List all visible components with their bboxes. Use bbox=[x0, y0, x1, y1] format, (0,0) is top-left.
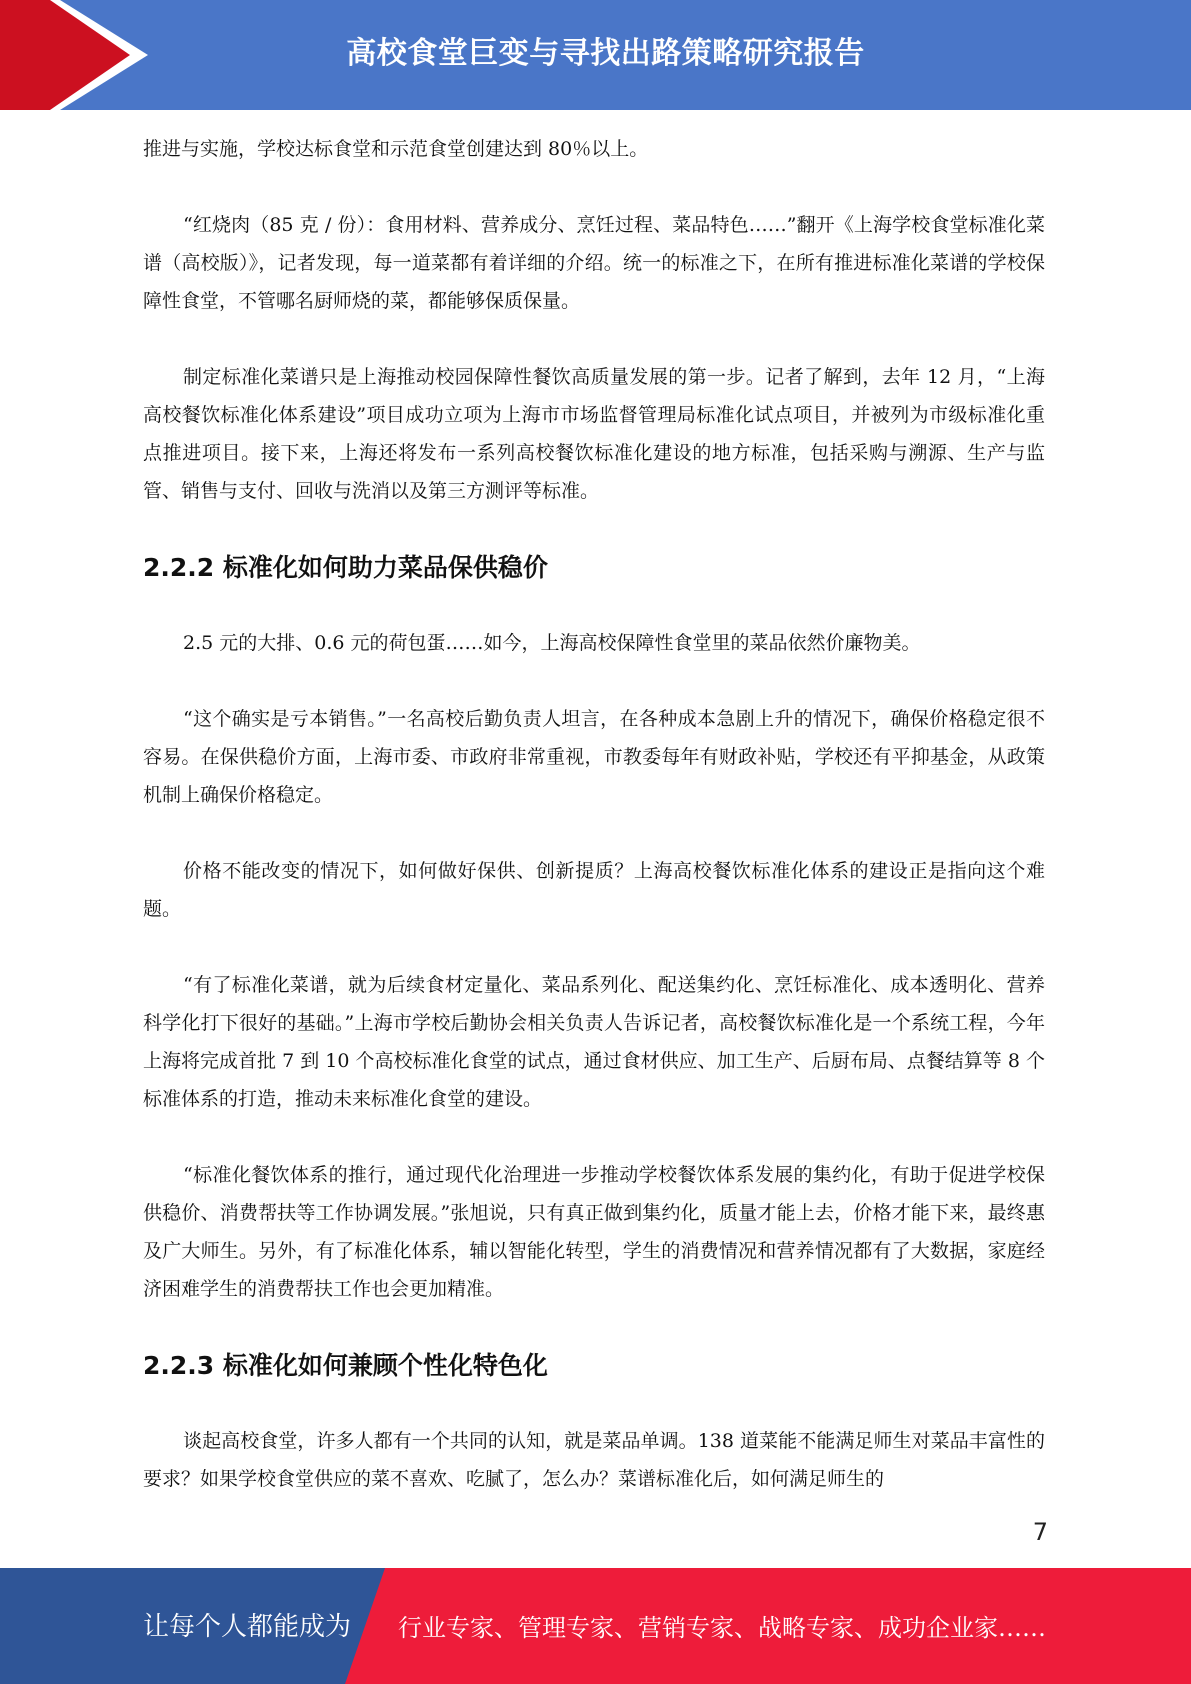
paragraph-1: 推进与实施，学校达标食堂和示范食堂创建达到 80％以上。 bbox=[143, 138, 649, 160]
footer-slogan-left: 让每个人都能成为 bbox=[143, 1612, 352, 1642]
paragraph-2: “红烧肉（85 克 / 份）：食用材料、营养成分、烹饪过程、菜品特色……”翻开《上海学校食堂标准化菜谱（高校版）》，记者发现，每一道菜都有着详细的介绍。统一的标准之下，在所有推进标准化菜谱的学校保障性食堂，不管哪名厨师烧的菜，都能够保质保量。 bbox=[143, 214, 1045, 312]
paragraph-6: 价格不能改变的情况下，如何做好保供、创新提质？上海高校餐饮标准化体系的建设正是指向这个难题。 bbox=[143, 860, 1045, 920]
paragraph-9: 谈起高校食堂，许多人都有一个共同的认知，就是菜品单调。138 道菜能不能满足师生对菜品丰富性的要求？如果学校食堂供应的菜不喜欢、吃腻了，怎么办？菜谱标准化后，如何满足师生的 bbox=[143, 1430, 1045, 1490]
page-footer bbox=[0, 1568, 1191, 1684]
header-title: 高校食堂巨变与寻找出路策略研究报告 bbox=[346, 36, 865, 71]
document-body bbox=[143, 130, 1045, 1498]
footer-slogan-right: 行业专家、管理专家、营销专家、战略专家、成功企业家…… bbox=[398, 1614, 1046, 1642]
section-heading-2-2-3: 2.2.3 标准化如何兼顾个性化特色化 bbox=[143, 1351, 548, 1380]
section-heading-2-2-2: 2.2.2 标准化如何助力菜品保供稳价 bbox=[143, 553, 548, 582]
page-header bbox=[0, 0, 1191, 110]
paragraph-8: “标准化餐饮体系的推行，通过现代化治理进一步推动学校餐饮体系发展的集约化，有助于促进学校保供稳价、消费帮扶等工作协调发展。”张旭说，只有真正做到集约化，质量才能上去，价格才能下来，最终惠及广大师生。另外，有了标准化体系，辅以智能化转型，学生的消费情况和营养情况都有了大数据，家庭经济困难学生的消费帮扶工作也会更加精准。 bbox=[143, 1164, 1045, 1300]
paragraph-5: “这个确实是亏本销售。”一名高校后勤负责人坦言，在各种成本急剧上升的情况下，确保价格稳定很不容易。在保供稳价方面，上海市委、市政府非常重视，市教委每年有财政补贴，学校还有平抑基金，从政策机制上确保价格稳定。 bbox=[143, 708, 1045, 806]
paragraph-4: 2.5 元的大排、0.6 元的荷包蛋……如今，上海高校保障性食堂里的菜品依然价廉物美。 bbox=[183, 632, 921, 654]
paragraph-7: “有了标准化菜谱，就为后续食材定量化、菜品系列化、配送集约化、烹饪标准化、成本透明化、营养科学化打下很好的基础。”上海市学校后勤协会相关负责人告诉记者，高校餐饮标准化是一个系统工程，今年上海将完成首批 7 到 10 个高校标准化食堂的试点，通过食材供应、加工生产、后厨布局、点餐结算等 8 个标准体系的打造，推动未来标准化食堂的建设。 bbox=[143, 974, 1045, 1110]
paragraph-3: 制定标准化菜谱只是上海推动校园保障性餐饮高质量发展的第一步。记者了解到，去年 12 月，“上海高校餐饮标准化体系建设”项目成功立项为上海市市场监督管理局标准化试点项目，并被列为市级标准化重点推进项目。接下来，上海还将发布一系列高校餐饮标准化建设的地方标准，包括采购与溯源、生产与监管、销售与支付、回收与洗消以及第三方测评等标准。 bbox=[143, 366, 1045, 502]
page-number: 7 bbox=[1032, 1518, 1048, 1546]
